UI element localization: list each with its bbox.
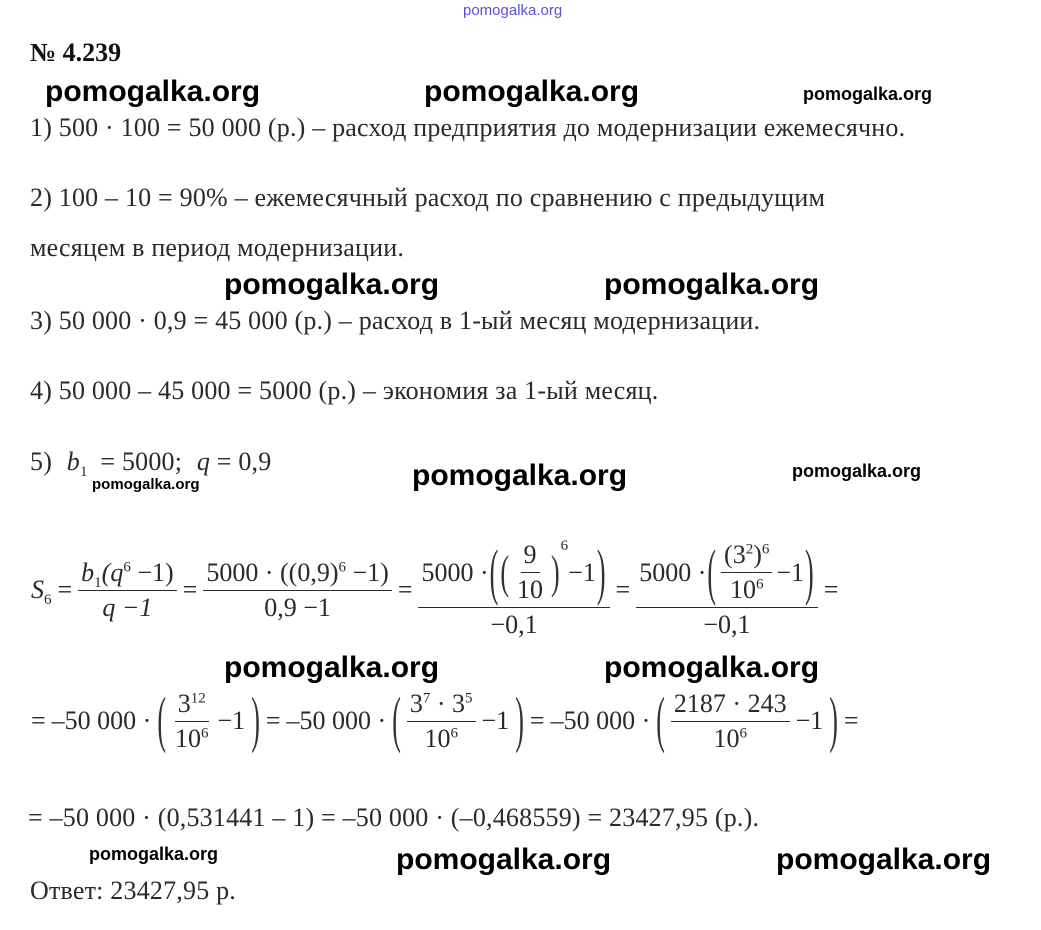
power: 5 (465, 689, 473, 706)
watermark: pomogalka.org (224, 268, 440, 301)
equals-sign: = (31, 706, 46, 735)
b-subscript: 1 (94, 574, 102, 591)
power: 6 (739, 724, 747, 741)
S-symbol: S (31, 575, 44, 604)
power: 6 (201, 724, 209, 741)
paren-open: ( (157, 685, 167, 755)
watermark: pomogalka.org (396, 843, 612, 876)
simplification-formula (28, 686, 862, 756)
watermark: pomogalka.org (803, 84, 933, 104)
denominator: −0,1 (703, 609, 751, 639)
paren-close: ) (805, 536, 814, 607)
den: 10 (175, 723, 202, 753)
watermark: pomogalka.org (776, 843, 992, 876)
fraction-fractional: 5000 · ( ( $\frac{9}{10}$ ) 6 −1 ) −0,1 (418, 540, 609, 640)
fraction-c (671, 689, 790, 754)
watermark: pomogalka.org (604, 268, 820, 301)
paren-open: ( (392, 685, 401, 755)
inner-fraction (721, 540, 772, 605)
watermark: pomogalka.org (45, 75, 261, 108)
step-3: 3) 50 000 · 0,9 = 45 000 (р.) – расход в 1-ый месяц модернизации. (30, 306, 761, 335)
power: 2 (745, 541, 754, 558)
watermark: pomogalka.org (412, 459, 628, 492)
fraction-b (407, 689, 476, 754)
den: 10 (424, 723, 451, 753)
step-5 (30, 447, 272, 481)
num: 3 (409, 688, 423, 718)
inner-num: (3 (724, 540, 746, 570)
paren-close: ) (551, 545, 560, 598)
b-subscript: 1 (79, 464, 88, 481)
minus-one: −1 (481, 706, 510, 735)
step-1: 1) 500 · 100 = 50 000 (р.) – расход предприятия до модернизации ежемесячно. (30, 113, 906, 142)
paren-close: ) (251, 685, 260, 755)
fraction-substituted (203, 558, 391, 623)
numerator-part: −1) (345, 557, 389, 587)
watermark: pomogalka.org (792, 461, 922, 481)
watermark: pomogalka.org (92, 476, 200, 493)
step-2-line-2: месяцем в период модернизации. (30, 233, 405, 262)
step-2-line-1: 2) 100 – 10 = 90% – ежемесячный расход по сравнению с предыдущим (30, 183, 826, 212)
q-symbol: q (196, 447, 211, 476)
step-5-prefix: 5) (30, 447, 53, 476)
denominator: 0,9 −1 (264, 592, 331, 622)
paren-close: ) (596, 536, 606, 607)
paren-open: ( (489, 536, 499, 607)
denominator: q −1 (102, 592, 153, 622)
num: · 3 (430, 688, 466, 718)
num: 3 (177, 688, 191, 718)
watermark: pomogalka.org (224, 651, 440, 684)
q-value: = 0,9 (216, 447, 272, 476)
watermark: pomogalka.org (89, 844, 219, 864)
equals-sign: = (823, 575, 839, 604)
answer: Ответ: 23427,95 р. (30, 876, 236, 905)
paren-open: ( (656, 685, 665, 755)
num: 2187 · 243 (671, 689, 790, 722)
power: 6 (450, 724, 458, 741)
b1-value: = 5000; (100, 447, 183, 476)
S-subscript: 6 (44, 592, 52, 609)
power: 12 (190, 689, 206, 706)
paren-open: ( (707, 536, 717, 607)
q-open: (q (101, 557, 124, 587)
minus-one: −1 (776, 557, 805, 587)
coefficient: –50 000 · (286, 706, 387, 735)
step-4: 4) 50 000 – 45 000 = 5000 (р.) – экономия за 1-ый месяц. (30, 376, 659, 405)
b-symbol: b (66, 447, 80, 476)
fraction-powers (636, 536, 818, 640)
minus-one: −1 (217, 706, 246, 735)
minus-one: −1 (795, 706, 824, 735)
coefficient: –50 000 · (550, 706, 651, 735)
equals-sign: = (615, 575, 631, 604)
minus-one: −1 (568, 557, 596, 587)
minus-one: −1) (130, 557, 174, 587)
numerator-part: 5000 · (639, 557, 707, 587)
denominator: −0,1 (490, 609, 538, 639)
equals-sign: = (529, 706, 545, 735)
power: 6 (338, 558, 346, 575)
final-calculation: = –50 000 · (0,531441 – 1) = –50 000 · (–0,468559) = 23427,95 (р.). (28, 803, 760, 832)
power: 6 (755, 576, 764, 593)
watermark: pomogalka.org (604, 651, 820, 684)
equals-sign: = (265, 706, 281, 735)
inner-den: 10 (517, 575, 543, 605)
paren-open: ( (500, 545, 509, 598)
equals-sign: = (57, 575, 73, 604)
power: 6 (761, 541, 770, 558)
fraction-general (78, 558, 177, 623)
power: 7 (422, 689, 431, 706)
equals-sign: = (182, 575, 198, 604)
coefficient: –50 000 · (51, 706, 152, 735)
numerator-part: 5000 · ((0,9) (206, 557, 339, 587)
inner-num-close: ) (753, 540, 762, 570)
inner-den: 10 (729, 575, 756, 605)
paren-close: ) (515, 685, 524, 755)
inner-num: 9 (521, 540, 540, 573)
den: 10 (713, 723, 740, 753)
numerator-part: 5000 · (421, 557, 489, 587)
fraction-a (172, 689, 212, 754)
power: 6 (123, 558, 131, 575)
sum-formula (28, 525, 841, 655)
watermark: pomogalka.org (424, 75, 640, 108)
equals-sign: = (843, 706, 859, 735)
problem-number: № 4.239 (30, 38, 122, 67)
paren-close: ) (829, 685, 838, 755)
site-link[interactable]: pomogalka.org (463, 2, 563, 19)
equals-sign: = (397, 575, 413, 604)
inner-fraction (514, 540, 546, 605)
b-symbol: b (81, 557, 95, 587)
